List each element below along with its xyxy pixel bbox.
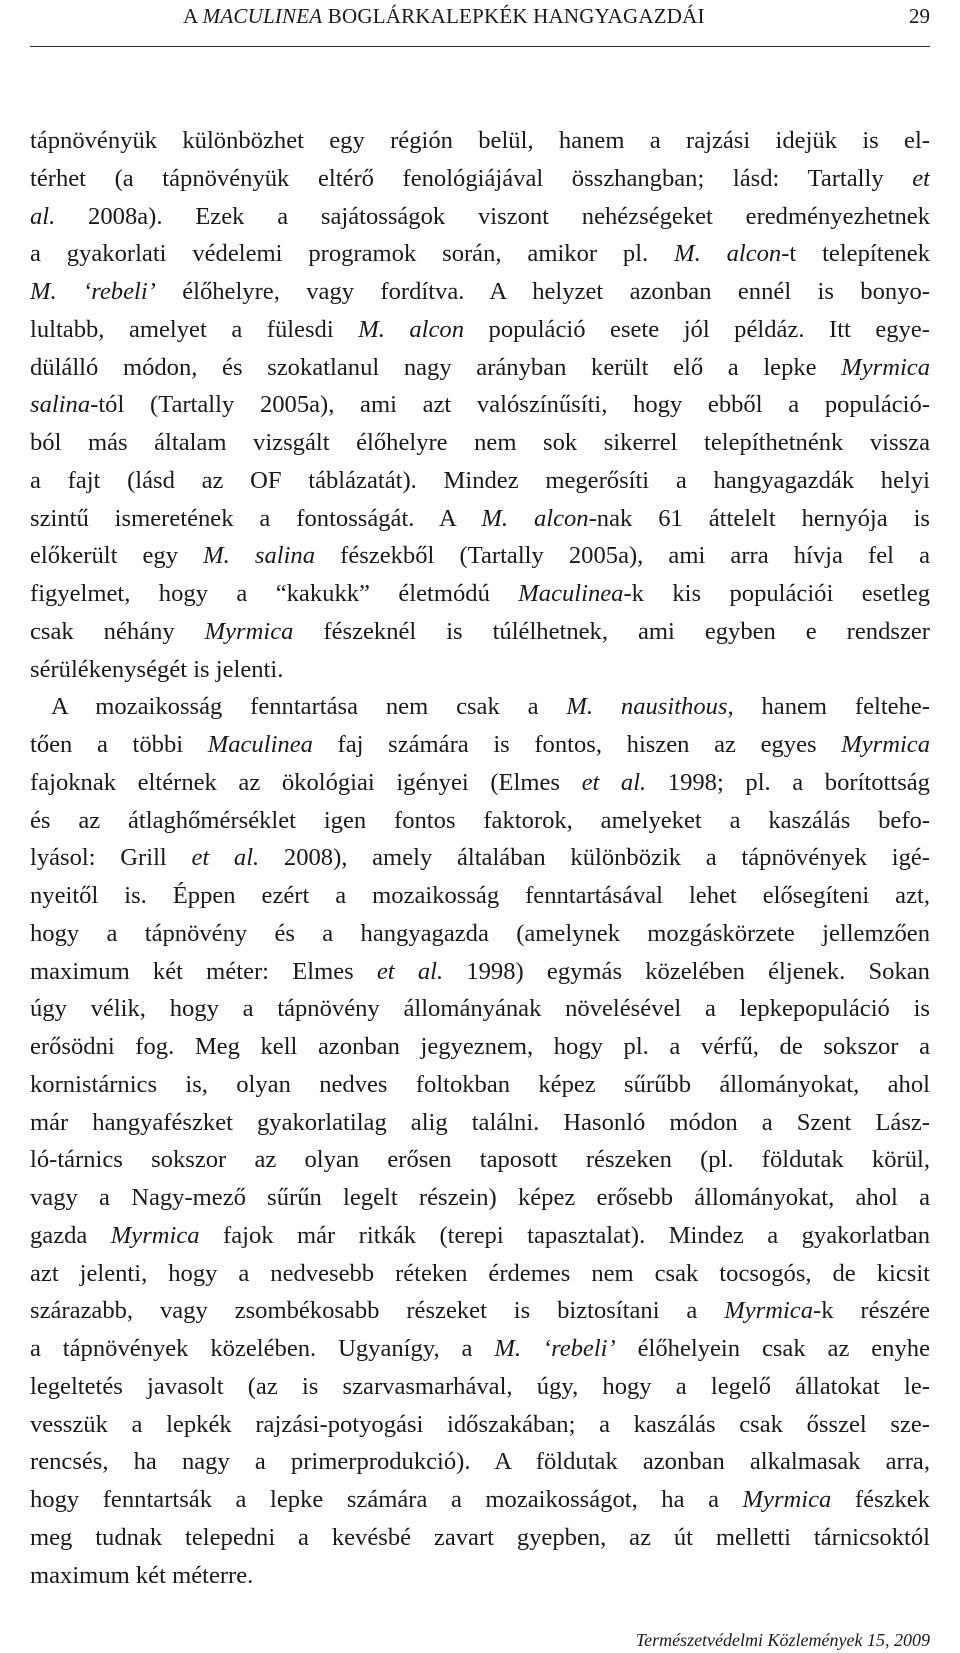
text-line	[30, 198, 930, 236]
text-run: -k részére	[813, 1297, 930, 1325]
text-line	[30, 1217, 930, 1255]
text-line	[30, 1330, 930, 1368]
text-line	[30, 915, 930, 953]
text-run: élőhelyre, vagy fordítva. A helyzet azonban ennél is bonyo-	[155, 278, 930, 305]
text-run: -nak 61 áttelelt hernyója is	[588, 504, 930, 532]
text-run: fészkek	[831, 1486, 930, 1513]
text-line	[30, 1066, 930, 1104]
text-line	[30, 1406, 930, 1444]
italic-run: M. salina	[203, 542, 316, 570]
text-run: ló-tárnics sokszor az olyan erősen taposott részeken (pl. földutak körül,	[30, 1146, 930, 1174]
header-divider	[30, 46, 930, 47]
text-line	[30, 122, 930, 160]
italic-run: al.	[30, 202, 56, 230]
text-run: 1998) egymás közelében éljenek. Sokan	[443, 957, 930, 985]
text-line	[30, 953, 930, 991]
text-run: -t telepítenek	[781, 240, 930, 268]
text-run: maximum két méter: Elmes	[30, 957, 377, 985]
text-run: tápnövényük különbözhet egy régión belül, hanem a rajzási idejük is el-	[30, 127, 930, 154]
text-run: fészeknél is túlélhetnek, ami egyben e rendszer	[293, 617, 930, 645]
text-line	[30, 1255, 930, 1293]
text-run: és az átlaghőmérséklet igen fontos faktorok, amelyeket a kaszálás befo-	[30, 806, 930, 834]
italic-run: salina	[30, 391, 91, 419]
text-run: erősödni fog. Meg kell azonban jegyeznem, hogy pl. a vérfű, de sokszor a	[30, 1033, 930, 1060]
italic-run: et al.	[581, 768, 647, 796]
italic-run: M. alcon	[481, 504, 589, 532]
text-run: fészekből (Tartally 2005a), ami arra hívja fel a	[315, 542, 930, 570]
text-line	[30, 349, 930, 387]
text-run: legeltetés javasolt (az is szarvasmarhával, úgy, hogy a legelő állatokat le-	[30, 1372, 930, 1400]
running-header	[30, 4, 930, 44]
text-line	[30, 537, 930, 575]
text-run: ból más általam vizsgált élőhelyre nem sok sikerrel telepíthetnénk vissza	[30, 429, 930, 456]
text-run: nyeitől is. Éppen ezért a mozaikosság fenntartásával lehet elősegíteni azt,	[30, 882, 930, 909]
text-run: szintű ismeretének a fontosságát. A	[30, 504, 482, 532]
italic-run: Maculinea	[207, 731, 313, 758]
text-line	[30, 1292, 930, 1330]
text-line	[30, 877, 930, 915]
text-run: a gyakorlati védelemi programok során, amikor pl.	[30, 240, 675, 268]
text-run: a tápnövények közelében. Ugyanígy, a	[30, 1335, 495, 1362]
text-run: fajoknak eltérnek az ökológiai igényei (Elmes	[30, 768, 582, 796]
text-line	[30, 273, 930, 311]
text-line	[30, 1443, 930, 1481]
text-line	[30, 424, 930, 462]
text-run: meg tudnak telepedni a kevésbé zavart gyepben, az út melletti tárnicsoktól	[30, 1523, 930, 1551]
text-line	[30, 839, 930, 877]
text-run: azt jelenti, hogy a nedvesebb réteken érdemes nem csak tocsogós, de kicsit	[30, 1259, 930, 1287]
text-line	[30, 1557, 930, 1595]
text-run: A mozaikosság fenntartása nem csak a	[51, 693, 567, 721]
text-run: úgy vélik, hogy a tápnövény állományának növelésével a lepkepopuláció is	[30, 995, 930, 1023]
running-title: A MACULINEA BOGLÁRKALEPKÉK HANGYAGAZDÁI	[183, 4, 705, 28]
journal-footer: Természetvédelmi Közlemények 15, 2009	[635, 1630, 930, 1650]
italic-run: et	[912, 164, 930, 192]
italic-run: Myrmica	[110, 1221, 200, 1249]
italic-run: et al.	[376, 957, 444, 985]
running-title-genus: MACULINEA	[202, 4, 323, 28]
text-line	[30, 1179, 930, 1217]
italic-run: M. alcon	[358, 315, 465, 343]
text-line	[30, 1481, 930, 1519]
text-run: hanem feltehe-	[733, 693, 930, 721]
text-run: -tól (Tartally 2005a), ami azt valószínűsíti, hogy ebből a populáció-	[90, 391, 930, 419]
text-run: vesszük a lepkék rajzási-potyogási időszakában; a kaszálás csak ősszel sze-	[30, 1410, 930, 1438]
body-text	[30, 122, 930, 1594]
text-run: fajok már ritkák (terepi tapasztalat). Mindez a gyakorlatban	[199, 1221, 930, 1249]
text-run: 2008a). Ezek a sajátosságok viszont nehézségeket eredményezhetnek	[55, 202, 930, 230]
text-line	[30, 726, 930, 764]
text-line	[30, 651, 930, 689]
text-run: rencsés, ha nagy a primerprodukció). A földutak azonban alkalmasak arra,	[30, 1448, 930, 1476]
text-run: lultabb, amelyet a fülesdi	[30, 315, 359, 343]
text-run: figyelmet, hogy a “kakukk” életmódú	[30, 580, 519, 607]
text-line	[30, 1519, 930, 1557]
italic-run: M. ‘rebeli’	[494, 1335, 616, 1362]
text-run: hogy a tápnövény és a hangyagazda (amelynek mozgáskörzete jellemzően	[30, 919, 930, 947]
text-run: tően a többi	[30, 731, 208, 758]
text-line	[30, 764, 930, 802]
italic-run: Myrmica	[204, 617, 294, 645]
text-line	[30, 1141, 930, 1179]
text-line	[30, 990, 930, 1028]
italic-run: Myrmica	[742, 1486, 832, 1513]
text-line	[30, 235, 930, 273]
text-run: már hangyafészket gyakorlatilag alig találni. Hasonló módon a Szent Lász-	[30, 1108, 930, 1136]
text-line	[30, 462, 930, 500]
text-line	[30, 1028, 930, 1066]
text-line	[30, 802, 930, 840]
text-run: vagy a Nagy-mező sűrűn legelt részein) képez erősebb állományokat, ahol a	[30, 1184, 930, 1211]
italic-run: Myrmica	[841, 353, 930, 381]
text-line	[30, 688, 930, 726]
text-run: -k kis populációi esetleg	[623, 580, 930, 607]
text-line	[30, 613, 930, 651]
page-number: 29	[909, 4, 930, 28]
text-run: élőhelyein csak az enyhe	[615, 1335, 930, 1362]
text-run: szárazabb, vagy zsombékosabb részeket is biztosítani a	[30, 1297, 725, 1325]
text-run: térhet (a tápnövényük eltérő fenológiájával összhangban; lásd: Tartally	[30, 164, 913, 192]
text-line	[30, 1104, 930, 1142]
italic-run: et al.	[191, 844, 260, 872]
text-run: lyásol: Grill	[30, 844, 192, 872]
text-run: csak néhány	[30, 617, 205, 645]
text-run: kornistárnics is, olyan nedves foltokban képez sűrűbb állományokat, ahol	[30, 1070, 930, 1098]
text-line	[30, 1368, 930, 1406]
italic-run: Myrmica	[724, 1297, 814, 1325]
text-run: a fajt (lásd az OF táblázatát). Mindez megerősíti a hangyagazdák helyi	[30, 466, 930, 494]
text-run: populáció esete jól példáz. Itt egye-	[464, 315, 930, 343]
italic-run: Maculinea	[518, 580, 624, 607]
text-run: 2008), amely általában különbözik a tápnövények igé-	[259, 844, 930, 872]
text-line	[30, 575, 930, 613]
text-run: dülálló módon, és szokatlanul nagy arányban került elő a lepke	[30, 353, 842, 381]
italic-run: M. alcon	[674, 240, 782, 268]
text-line	[30, 160, 930, 198]
text-run: gazda	[30, 1221, 111, 1249]
text-run: maximum két méterre.	[30, 1561, 254, 1589]
text-run: 1998; pl. a borítottság	[646, 768, 930, 796]
italic-run: M. nausithous,	[566, 693, 734, 721]
text-run: sérülékenységét is jelenti.	[30, 655, 284, 683]
text-line	[30, 311, 930, 349]
italic-run: M. ‘rebeli’	[30, 278, 156, 305]
text-run: előkerült egy	[30, 542, 204, 570]
text-run: hogy fenntartsák a lepke számára a mozaikosságot, ha a	[30, 1486, 743, 1513]
text-line	[30, 386, 930, 424]
italic-run: Myrmica	[841, 731, 930, 758]
text-run: faj számára is fontos, hiszen az egyes	[312, 731, 842, 758]
text-line	[30, 500, 930, 538]
